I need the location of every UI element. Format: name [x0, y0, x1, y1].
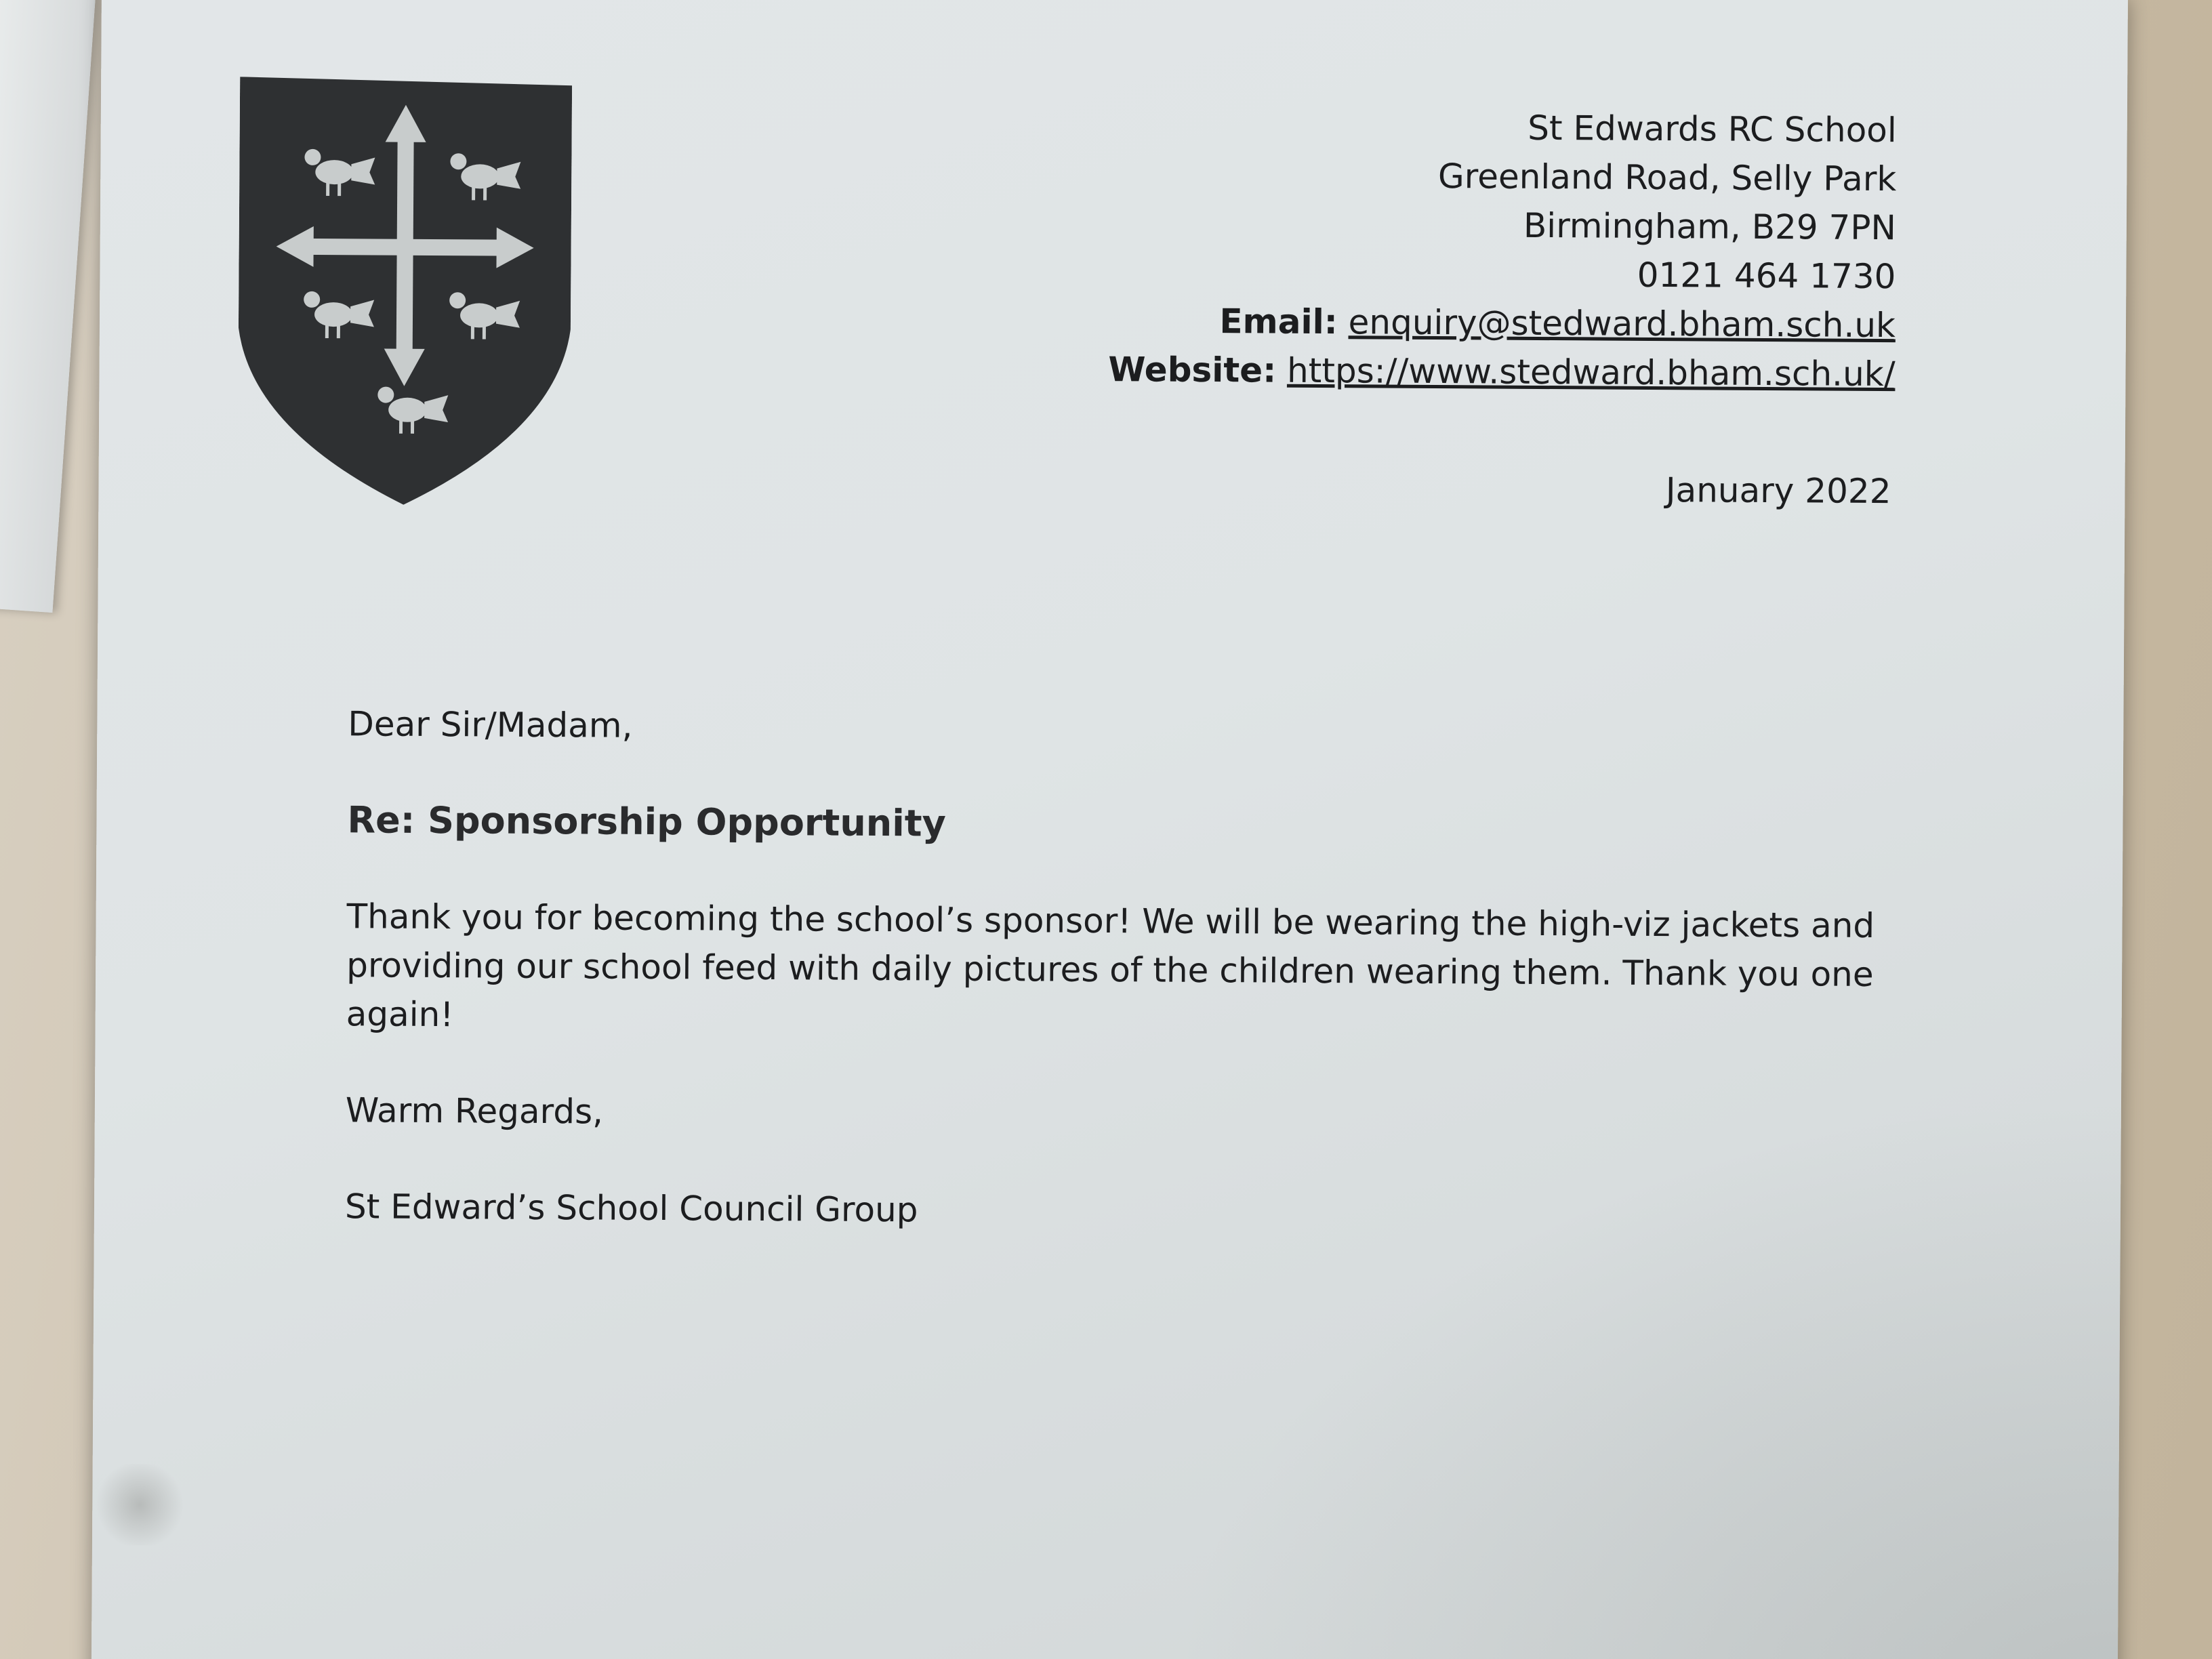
closing: Warm Regards, — [345, 1090, 604, 1132]
letterhead-address — [1108, 101, 1897, 398]
body-line: Thank you for becoming the school’s sponsor! We will be wearing the high-viz jackets and — [346, 897, 1875, 946]
smudge-mark — [92, 1464, 188, 1546]
school-name: St Edwards RC School — [1528, 108, 1897, 150]
salutation: Dear Sir/Madam, — [348, 704, 633, 745]
letter-body — [345, 699, 1975, 1241]
website-row — [1108, 345, 1896, 398]
address-line: Birmingham, B29 7PN — [1523, 205, 1897, 248]
phone-number: 0121 464 1730 — [1637, 255, 1896, 297]
letter-page — [91, 0, 2128, 1659]
body-line: providing our school feed with daily pictures of the children wearing them. Thank you one again! — [346, 945, 1874, 1035]
website-link[interactable]: https://www.stedward.bham.sch.uk/ — [1286, 350, 1896, 394]
email-row — [1109, 296, 1896, 350]
address-line: Greenland Road, Selly Park — [1437, 157, 1897, 199]
signature: St Edward’s School Council Group — [344, 1187, 918, 1230]
subject-heading: Re: Sponsorship Opportunity — [347, 798, 946, 845]
school-crest-icon — [237, 77, 572, 506]
email-label: Email: — [1219, 302, 1338, 342]
body-paragraph — [346, 892, 1973, 1048]
email-link[interactable]: enquiry@stedward.bham.sch.uk — [1348, 302, 1896, 346]
letter-date: January 2022 — [1665, 470, 1891, 512]
website-label: Website: — [1108, 350, 1277, 390]
